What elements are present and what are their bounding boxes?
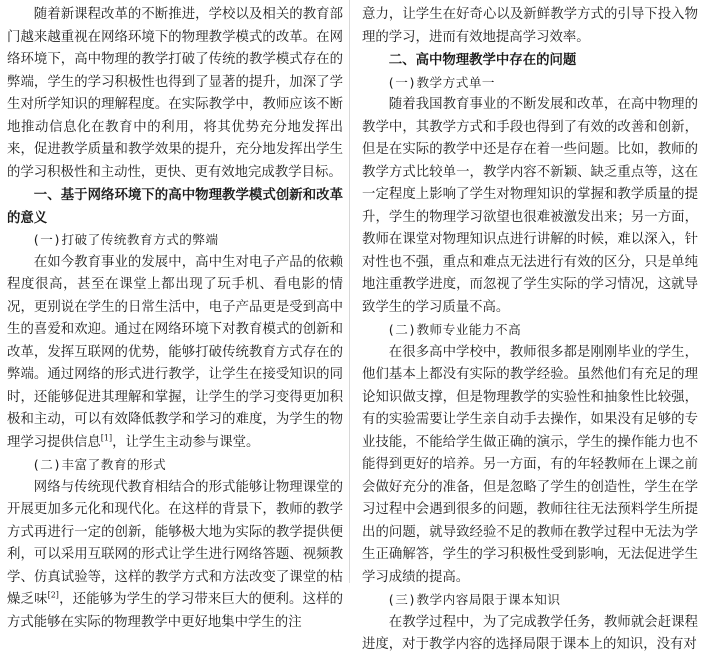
- body-paragraph-2-2: 在很多高中学校中，教师很多都是刚刚毕业的学生，他们基本上都没有实际的教学经验。虽然他们有充足的理论知识做支撑，但是物理教学的实验性和抽象性比较强，有的实验需要让学生亲自动手去操作，如果没有足够的专业技能，不能给学生做正确的演示，学生的操作能力也不能得到更好的培养。另一方面，有的年轻教师在上课之前会做好充分的准备，但是忽略了学生的创造性，学生在学习过程中会遇到很多的问题，教师往往无法预料学生所提出的问题，就导致经验不足的教师在教学过程中无法为学生正确解答，学生的学习积极性受到影响，无法促进学生学习成绩的提高。: [362, 344, 698, 585]
- citation-ref: [2]: [47, 590, 59, 600]
- body-text: 网络与传统现代教育相结合的形式能够让物理课堂的开展更加多元化和现代化。在这样的背景下，教师的教学方式再进行一定的创新，能够极大地为实际的教学提供便利，可以采用互联网的形式让学生进行网络答题、视频教学、仿真试验等，这样的教学方式和方法改变了课堂的枯燥乏味: [7, 479, 343, 607]
- body-text: ，还能够为学生的学习带来巨大的便利。这样的方式能够在实际的物理教学中更好地集中学生的注: [7, 592, 344, 630]
- section-heading-1: 一、基于网络环境下的高中物理教学模式创新和改革的意义: [7, 187, 343, 226]
- subsection-heading-1-1: (一)打破了传统教育方式的弊端: [32, 232, 219, 247]
- section-heading-2: 二、高中物理教学中存在的问题: [388, 52, 577, 68]
- citation-ref: [1]: [100, 433, 113, 443]
- body-paragraph-1-2: [7, 477, 343, 635]
- intro-paragraph: 随着新课程改革的不断推进，学校以及相关的教育部门越来越重视在网络环境下的物理教学模式的改革。在网络环境下，高中物理的教学打破了传统的教学模式存在的弊端，学生的学习积极性也得到了显著的提升，加深了学生对所学知识的理解程度。在实际教学中，教师应该不断地推动信息化在教育中的利用，将其优势充分地发挥出来，促进教学质量和教学效果的提升，充分地发挥出学生的学习积极性和主动性，更快、更有效地完成教学目标。: [7, 7, 343, 180]
- body-paragraph-2-1: 随着我国教育事业的不断发展和改革，在高中物理的教学中，其教学方式和手段也得到了有效的改善和创新，但是在实际的教学中还是存在着一些问题。比如，教师的教学方式比较单一，教学内容不新颖、缺乏重点等，这在一定程度上影响了学生对物理知识的掌握和教学质量的提升，学生的物理学习欲望也很难被激发出来；另一方面，教师在课堂对物理知识点进行讲解的时候，难以深入，针对性也不强，重点和难点无法进行有效的区分，只是单纯地注重教学进度，而忽视了学生实际的学习情况，这就导致学生的学习质量不高。: [362, 97, 698, 315]
- body-paragraph-1-1: [7, 252, 343, 455]
- subsection-heading-2-2: (二)教师专业能力不高: [387, 322, 522, 337]
- subsection-heading-2-1: (一)教学方式单一: [387, 74, 496, 90]
- continued-paragraph: 意力，让学生在好奇心以及新鲜教学方式的引导下投入物理的学习，进而有效地提高学习效率。: [362, 7, 698, 45]
- column-divider: [349, 0, 350, 583]
- left-column: [7, 4, 343, 634]
- body-text: 在如今教育事业的发展中，高中生对电子产品的依赖程度很高，甚至在课堂上都出现了玩手机、看电影的情况，更别说在学生的日常生活中，电子产品更是受到高中生的喜爱和欢迎。通过在网络环境下对教育模式的创新和改革，发挥互联网的优势，能够打破传统教育方式存在的弊端。通过网络的形式进行教学，让学生在接受知识的同时，还能够促进其理解和掌握，让学生的学习变得更加积极和主动，可以有效降低教学和学习的难度，为学生的物理学习提供信息: [7, 254, 343, 450]
- body-text: ，让学生主动参与课堂。: [112, 434, 260, 450]
- body-paragraph-2-3: 在教学过程中，为了完成教学任务，教师就会赶课程进度，对于教学内容的选择局限于课本上的知识，没有对: [362, 614, 698, 652]
- subsection-heading-1-2: (二)丰富了教育的形式: [32, 457, 167, 472]
- right-column: [362, 4, 698, 657]
- subsection-heading-2-3: (三)教学内容局限于课本知识: [387, 592, 561, 607]
